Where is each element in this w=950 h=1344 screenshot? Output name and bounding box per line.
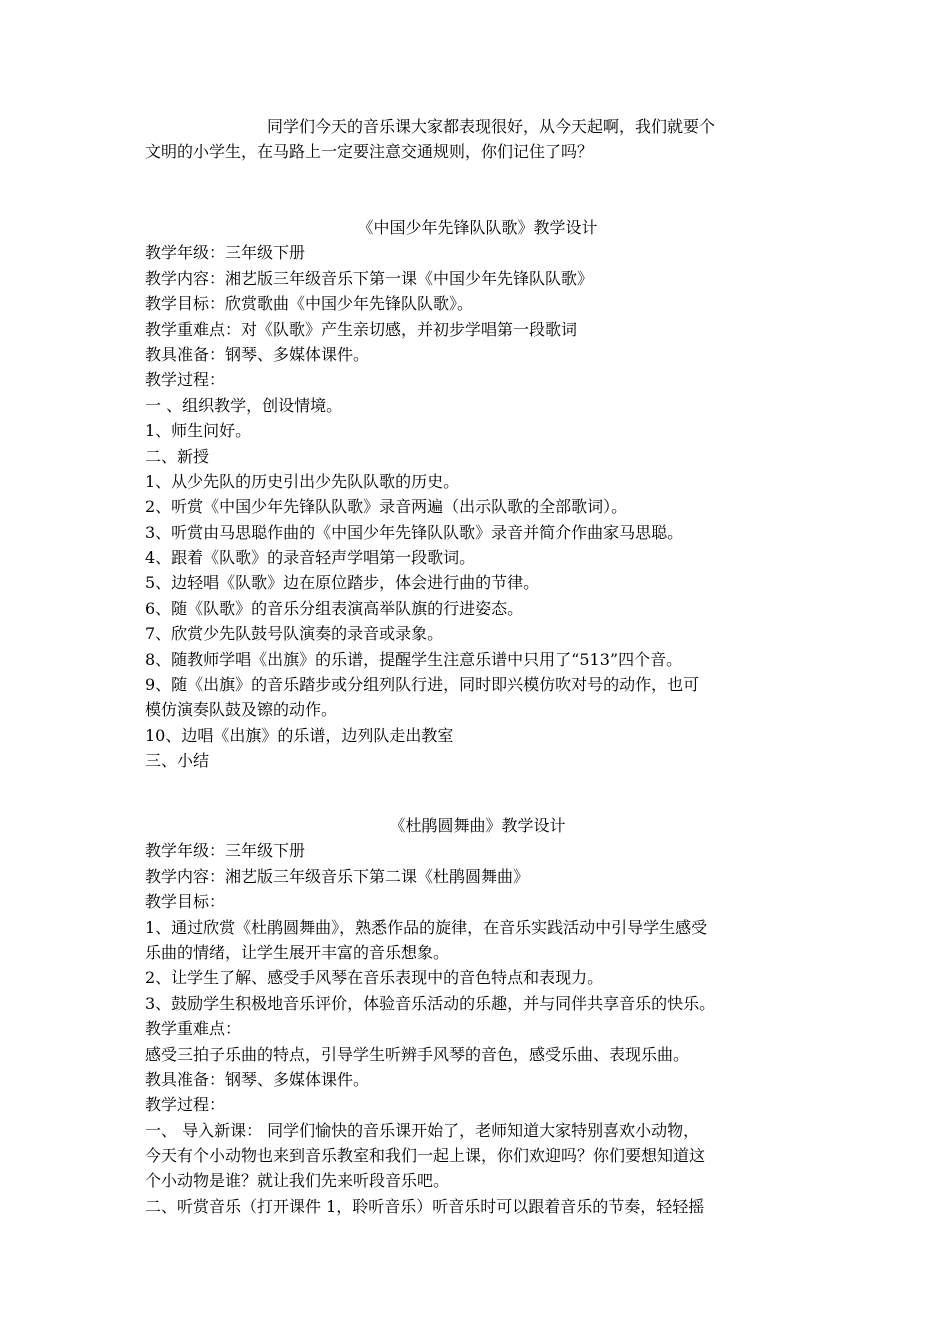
lesson1-section bbox=[145, 215, 810, 774]
lesson2-line: 今天有个小动物也来到音乐教室和我们一起上课，你们欢迎吗？你们要想知道这 bbox=[145, 1146, 706, 1166]
lesson2-line: 感受三拍子乐曲的特点，引导学生听辨手风琴的音色，感受乐曲、表现乐曲。 bbox=[145, 1044, 690, 1064]
lesson1-line: 9、随《出旗》的音乐踏步或分组列队行进，同时即兴模仿吹对号的动作，也可 bbox=[145, 675, 700, 695]
lesson1-line: 教学目标：欣赏歌曲《中国少年先锋队队歌》。 bbox=[145, 294, 474, 314]
lesson1-line: 7、欣赏少先队鼓号队演奏的录音或录象。 bbox=[145, 624, 444, 644]
lesson2-line: 教学过程： bbox=[145, 1095, 226, 1115]
lesson1-line: 2、听赏《中国少年先锋队队歌》录音两遍（出示队歌的全部歌词）。 bbox=[145, 497, 628, 517]
lesson2-line: 3、鼓励学生积极地音乐评价，体验音乐活动的乐趣，并与同伴共享音乐的快乐。 bbox=[145, 993, 716, 1013]
lesson2-line: 1、通过欣赏《杜鹃圆舞曲》，熟悉作品的旋律，在音乐实践活动中引导学生感受 bbox=[145, 917, 708, 937]
lesson1-line: 二、新授 bbox=[145, 446, 210, 466]
lesson2-title: 《杜鹃圆舞曲》教学设计 bbox=[389, 816, 566, 835]
lesson1-line: 4、跟着《队歌》的录音轻声学唱第一段歌词。 bbox=[145, 548, 476, 568]
lesson1-line: 一 、组织教学，创设情境。 bbox=[145, 395, 343, 415]
lesson2-line: 教具准备：钢琴、多媒体课件。 bbox=[145, 1069, 370, 1089]
intro-line: 同学们今天的音乐课大家都表现很好，从今天起啊，我们就要个 bbox=[267, 117, 716, 136]
lesson2-line: 2、让学生了解、感受手风琴在音乐表现中的音色特点和表现力。 bbox=[145, 968, 604, 988]
lesson1-line: 教学重难点：对《队歌》产生亲切感，并初步学唱第一段歌词 bbox=[145, 319, 578, 339]
intro-paragraph bbox=[145, 114, 810, 165]
lesson1-title: 《中国少年先锋队队歌》教学设计 bbox=[357, 218, 598, 237]
lesson1-line: 模仿演奏队鼓及镲的动作。 bbox=[145, 700, 338, 720]
lesson1-line: 1、从少先队的历史引出少先队队歌的历史。 bbox=[145, 471, 460, 491]
lesson2-line: 二、听赏音乐（打开课件 1，聆听音乐）听音乐时可以跟着音乐的节奏，轻轻摇 bbox=[145, 1196, 705, 1216]
lesson1-line: 8、随教师学唱《出旗》的乐谱，提醒学生注意乐谱中只用了“513”四个音。 bbox=[145, 649, 683, 669]
intro-line: 文明的小学生，在马路上一定要注意交通规则，你们记住了吗？ bbox=[145, 142, 594, 162]
lesson1-line: 教学过程： bbox=[145, 370, 226, 390]
lesson2-line: 教学年级：三年级下册 bbox=[145, 841, 306, 861]
lesson1-line: 5、边轻唱《队歌》边在原位踏步，体会进行曲的节律。 bbox=[145, 573, 540, 593]
lesson1-line: 10、边唱《出旗》的乐谱，边列队走出教室 bbox=[145, 725, 454, 745]
lesson1-line: 1、师生问好。 bbox=[145, 421, 252, 441]
lesson2-line: 一、 导入新课： 同学们愉快的音乐课开始了，老师知道大家特别喜欢小动物， bbox=[145, 1120, 700, 1140]
lesson2-section bbox=[145, 813, 810, 1219]
lesson1-line: 教学年级：三年级下册 bbox=[145, 243, 306, 263]
lesson2-line: 教学重难点： bbox=[145, 1019, 242, 1039]
lesson1-line: 教具准备：钢琴、多媒体课件。 bbox=[145, 344, 370, 364]
lesson1-line: 三、小结 bbox=[145, 751, 210, 771]
lesson1-line: 6、随《队歌》的音乐分组表演高举队旗的行进姿态。 bbox=[145, 598, 524, 618]
lesson2-line: 个小动物是谁？就让我们先来听段音乐吧。 bbox=[145, 1171, 450, 1191]
lesson1-line: 3、听赏由马思聪作曲的《中国少年先锋队队歌》录音并简介作曲家马思聪。 bbox=[145, 522, 684, 542]
lesson2-line: 教学内容：湘艺版三年级音乐下第二课《杜鹃圆舞曲》 bbox=[145, 866, 530, 886]
lesson1-line: 教学内容：湘艺版三年级音乐下第一课《中国少年先锋队队歌》 bbox=[145, 268, 594, 288]
lesson2-line: 乐曲的情绪，让学生展开丰富的音乐想象。 bbox=[145, 942, 450, 962]
lesson2-line: 教学目标： bbox=[145, 892, 226, 912]
